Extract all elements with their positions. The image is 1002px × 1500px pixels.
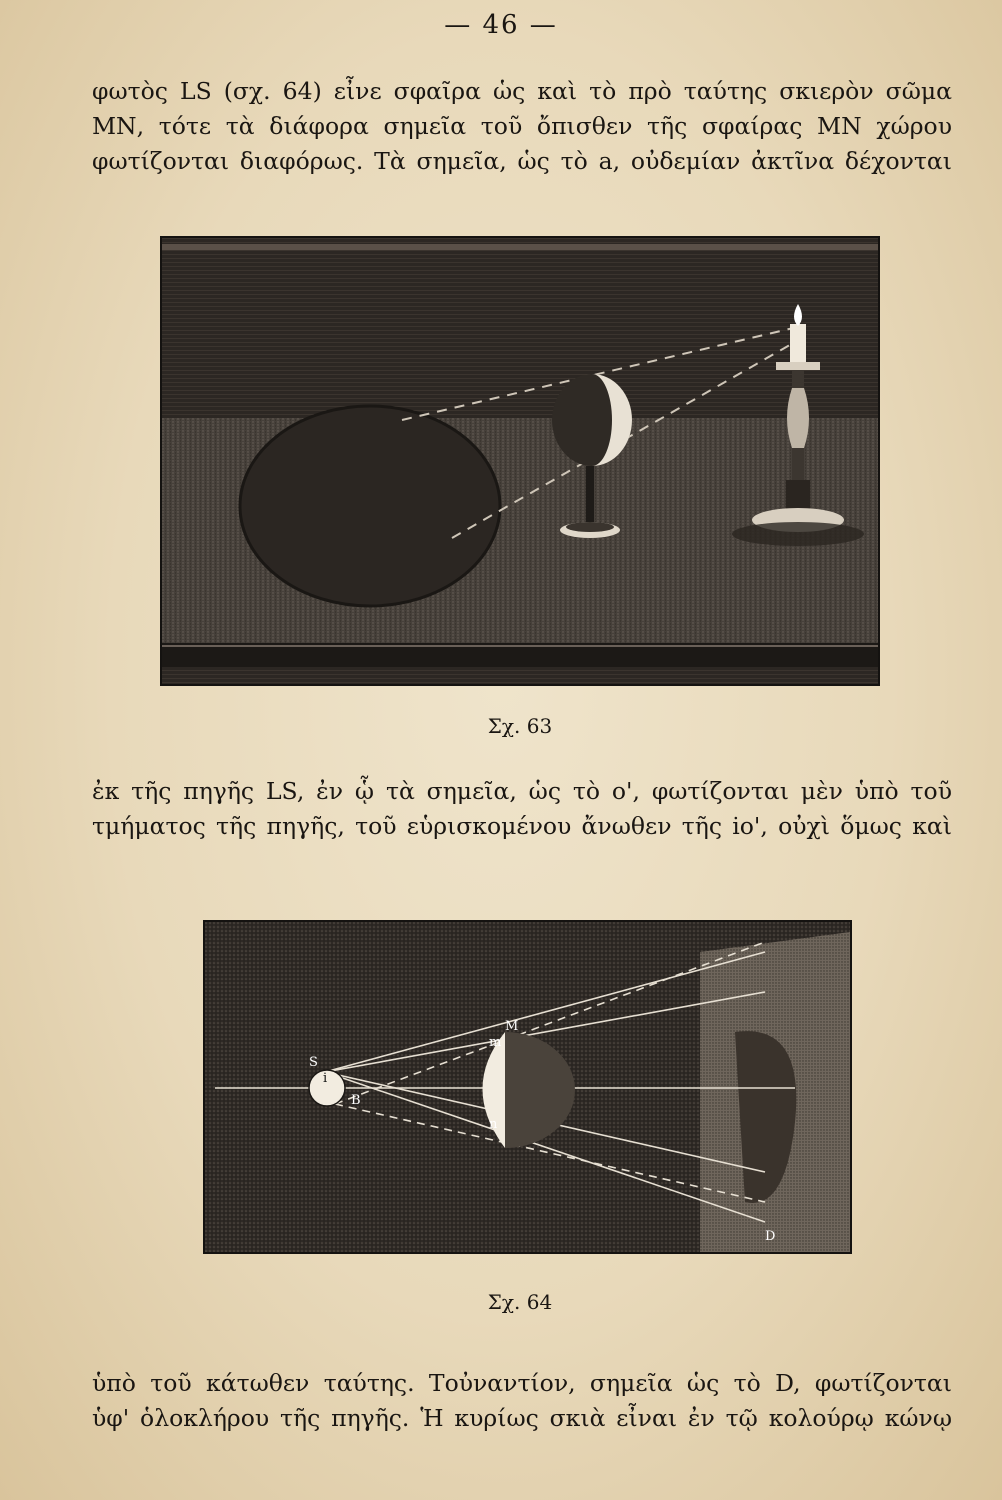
page-number: — 46 — bbox=[444, 10, 558, 40]
text-line: φωτὸς LS (σχ. 64) εἶνε σφαῖρα ὡς καὶ τὸ πρὸ ταύτης σκιερὸν σῶμα bbox=[92, 77, 952, 105]
paragraph-middle bbox=[92, 774, 952, 844]
figure-63-engraving bbox=[160, 236, 880, 686]
label-m: m bbox=[489, 1035, 502, 1050]
text-line: φωτίζονται διαφόρως. Τὰ σημεῖα, ὡς τὸ a, οὐδεμίαν ἀκτῖνα δέχονται bbox=[92, 147, 952, 175]
umbra-penumbra-diagram-icon bbox=[205, 922, 850, 1252]
paragraph-top bbox=[92, 74, 952, 179]
label-B: B bbox=[351, 1093, 361, 1108]
text-line: τμήματος τῆς πηγῆς, τοῦ εὑρισκομένου ἄνωθεν τῆς io', οὐχὶ ὅμως καὶ bbox=[92, 812, 952, 840]
candle-sphere-shadow-icon bbox=[162, 238, 878, 684]
label-n: n bbox=[489, 1117, 498, 1132]
figure-64-engraving bbox=[203, 920, 852, 1254]
label-D: D bbox=[765, 1229, 776, 1244]
text-line: ΜΝ, τότε τὰ διάφορα σημεῖα τοῦ ὄπισθεν τῆς σφαίρας ΜΝ χώρου bbox=[92, 112, 952, 140]
text-line: ἐκ τῆς πηγῆς LS, ἐν ᾧ τὰ σημεῖα, ὡς τὸ o', φωτίζονται μὲν ὑπὸ τοῦ bbox=[92, 777, 952, 805]
text-line: ὑφ' ὁλοκλήρου τῆς πηγῆς. Ἡ κυρίως σκιὰ εἶναι ἐν τῷ κολούρῳ κώνῳ bbox=[92, 1404, 952, 1432]
label-i: i bbox=[323, 1071, 328, 1086]
text-line: ὑπὸ τοῦ κάτωθεν ταύτης. Τοὐναντίον, σημεῖα ὡς τὸ D, φωτίζονται bbox=[92, 1369, 952, 1397]
label-M: M bbox=[505, 1019, 519, 1034]
label-S: S bbox=[309, 1055, 318, 1070]
figure-64-caption: Σχ. 64 bbox=[487, 1290, 553, 1314]
figure-63-caption: Σχ. 63 bbox=[487, 714, 553, 738]
paragraph-bottom bbox=[92, 1366, 952, 1436]
